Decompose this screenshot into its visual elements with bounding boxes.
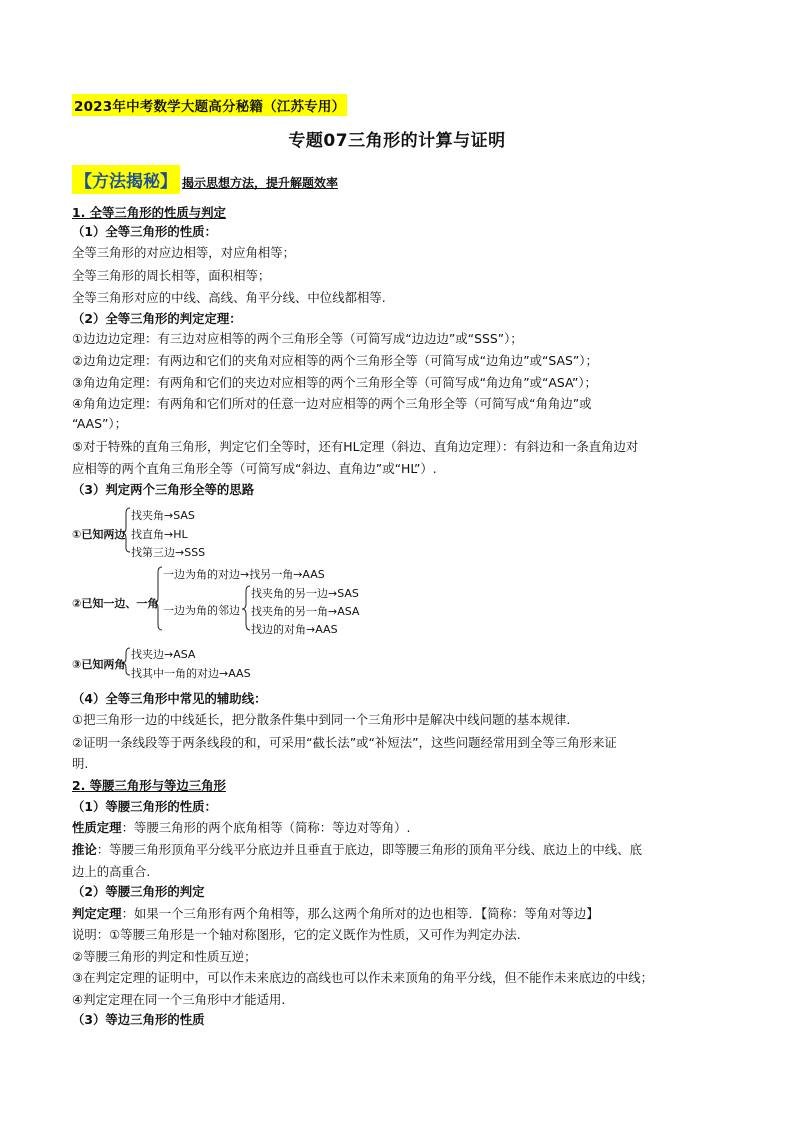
diagram-item: 一边为角的对边→找另一角→AAS xyxy=(163,568,325,581)
note-line: 说明：①等腰三角形是一个轴对称图形，它的定义既作为性质，又可作为判定办法. xyxy=(72,927,521,942)
section-1-heading: 1. 全等三角形的性质与判定 xyxy=(72,205,226,220)
diagram-item: 找第三边→SSS xyxy=(131,546,206,559)
diagram-item: 找夹角→SAS xyxy=(131,509,195,522)
section-2-heading: 2. 等腰三角形与等边三角形 xyxy=(72,778,226,793)
brace-2-inner xyxy=(242,586,250,630)
judgment-theorem: 判定定理：如果一个三角形有两个角相等，那么这两个角所对的边也相等．【简称：等角对等边】 xyxy=(72,906,599,921)
note-line: ④判定定理在同一个三角形中才能适用. xyxy=(72,992,286,1007)
s1-p4-line: ①把三角形一边的中线延长，把分散条件集中到同一个三角形中是解决中线问题的基本规律. xyxy=(72,712,571,727)
diagram-item: 找其中一角的对边→AAS xyxy=(131,667,251,680)
s1-p1-line: 全等三角形对应的中线、高线、角平分线、中位线都相等. xyxy=(72,290,386,305)
s1-p2-line: ④角角边定理：有两角和它们所对的任意一边对应相等的两个三角形全等（可简写成“角角边”或 xyxy=(72,396,592,411)
diagram-group-3-label: ③已知两角 xyxy=(72,658,126,671)
s1-p2-title: （2）全等三角形的判定定理： xyxy=(72,311,242,326)
method-label: 【方法揭秘】 xyxy=(72,165,180,194)
s1-p1-title: （1）全等三角形的性质： xyxy=(72,224,217,239)
diagram-item: 找夹角的另一角→ASA xyxy=(251,605,360,618)
s1-p4-line: ②证明一条线段等于两条线段的和，可采用“截长法”或“补短法”，这些问题经常用到全等三角形来证 xyxy=(72,735,617,750)
corollary-cont: 边上的高重合. xyxy=(72,864,151,879)
property-theorem: 性质定理：等腰三角形的两个底角相等（简称：等边对等角）. xyxy=(72,820,411,835)
note-line: ③在判定定理的证明中，可以作未来底边的高线也可以作未来顶角的角平分线，但不能作未来底边的中线； xyxy=(72,970,654,985)
s1-p4-title: （4）全等三角形中常见的辅助线： xyxy=(72,691,267,706)
diagram-item: 找边的对角→AAS xyxy=(251,623,338,636)
s1-p2-line: “AAS”）； xyxy=(72,416,127,431)
series-title: 2023年中考数学大题高分秘籍（江苏专用） xyxy=(72,94,347,116)
method-subtitle: 揭示思想方法，提升解题效率 xyxy=(182,176,339,190)
diagram-item: 找夹边→ASA xyxy=(131,648,196,661)
diagram-item: 找夹角的另一边→SAS xyxy=(251,587,359,600)
s1-p1-line: 全等三角形的对应边相等，对应角相等； xyxy=(72,245,296,260)
s1-p2-line: ②边角边定理：有两边和它们的夹角对应相等的两个三角形全等（可简写成“边角边”或“SAS”）； xyxy=(72,353,598,368)
corollary: 推论：等腰三角形顶角平分线平分底边并且垂直于底边，即等腰三角形的顶角平分线、底边上的中线、底 xyxy=(72,842,642,857)
s2-p3-title: （3）等边三角形的性质 xyxy=(72,1012,205,1027)
diagram-item: 一边为角的邻边 xyxy=(163,604,240,617)
s1-p2-line: ⑤对于特殊的直角三角形，判定它们全等时，还有HL定理（斜边、直角边定理）：有斜边和一条直角边对 xyxy=(72,439,639,454)
s2-p2-title: （2）等腰三角形的判定 xyxy=(72,884,205,899)
diagram-group-1-label: ①已知两边 xyxy=(72,528,126,541)
s1-p2-line: ①边边边定理：有三边对应相等的两个三角形全等（可简写成“边边边”或“SSS”）； xyxy=(72,331,523,346)
note-line: ②等腰三角形的判定和性质互逆； xyxy=(72,949,257,964)
s1-p2-line: 应相等的两个直角三角形全等（可简写成“斜边、直角边”或“HL”）. xyxy=(72,461,437,476)
s1-p2-line: ③角边角定理：有两角和它们的夹边对应相等的两个三角形全等（可简写成“角边角”或“ASA”）； xyxy=(72,375,597,390)
s1-p1-line: 全等三角形的周长相等，面积相等； xyxy=(72,268,271,283)
diagram-group-2-label: ②已知一边、一角 xyxy=(72,597,159,610)
s2-p1-title: （1）等腰三角形的性质： xyxy=(72,799,217,814)
s1-p3-title: （3）判定两个三角形全等的思路 xyxy=(72,482,255,497)
diagram-item: 找直角→HL xyxy=(131,528,188,541)
page-title: 专题07三角形的计算与证明 xyxy=(288,131,506,151)
s1-p4-line: 明. xyxy=(72,756,89,771)
